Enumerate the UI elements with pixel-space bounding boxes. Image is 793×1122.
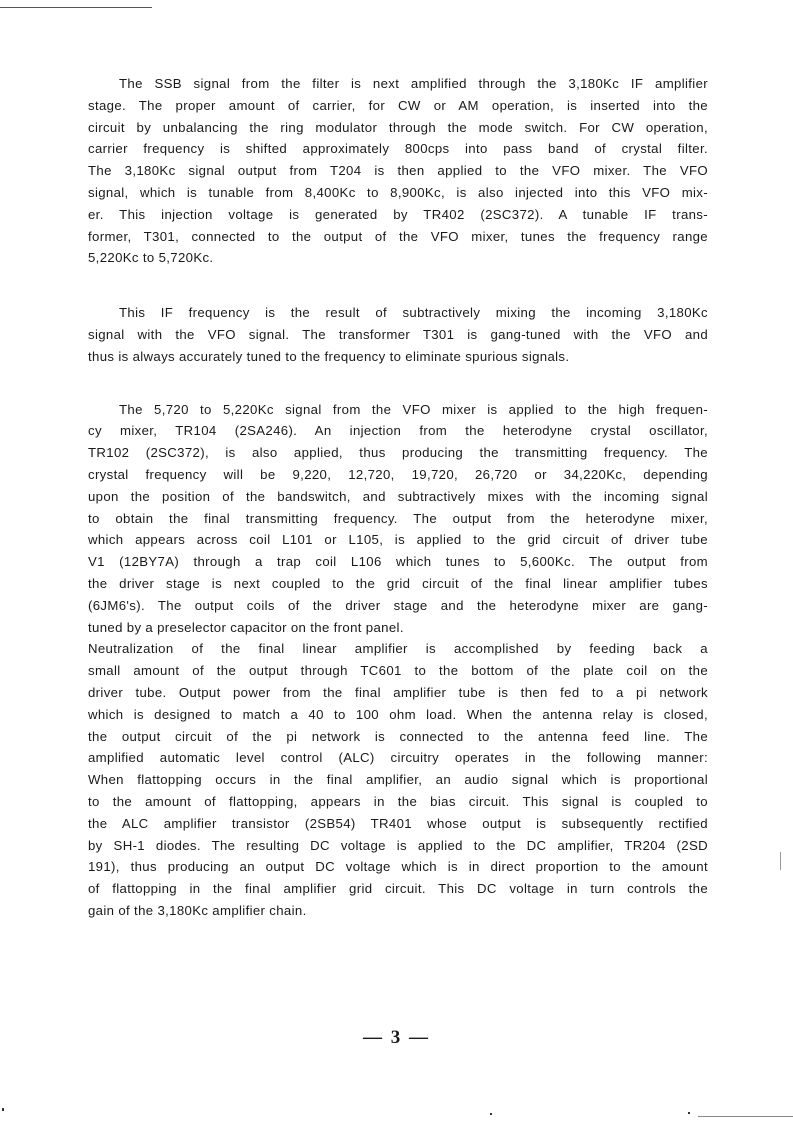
text-line: tuned by a preselector capacitor on the front panel.: [88, 619, 404, 635]
text-line: to the amount of flattopping, appears in the bias circuit. This signal is coupled to: [88, 793, 708, 809]
text-line: 5,220Kc to 5,720Kc.: [88, 250, 214, 266]
text-line: of flattopping in the final amplifier grid circuit. This DC voltage in turn controls the: [88, 881, 708, 897]
text-line: upon the position of the bandswitch, and subtractively mixes with the incoming signal: [88, 488, 708, 504]
scan-speck: [2, 1108, 4, 1111]
text-line: signal, which is tunable from 8,400Kc to 8,900Kc, is also injected into this VFO mix-: [88, 184, 708, 200]
paragraph-gap: [88, 368, 708, 399]
text-line: When flattopping occurs in the final amplifier, an audio signal which is proportional: [88, 772, 708, 788]
text-line: small amount of the output through TC601 to the bottom of the plate coil on the: [88, 663, 708, 679]
text-line: the driver stage is next coupled to the grid circuit of the final linear amplifier tubes: [88, 575, 708, 591]
text-line: Neutralization of the final linear amplifier is accomplished by feeding back a: [88, 641, 708, 657]
text-line: This IF frequency is the result of subtractively mixing the incoming 3,180Kc: [119, 305, 708, 321]
text-line: which appears across coil L101 or L105, is applied to the grid circuit of driver tube: [88, 532, 708, 548]
text-line: crystal frequency will be 9,220, 12,720, 19,720, 26,720 or 34,220Kc, depending: [88, 466, 708, 482]
text-line: by SH-1 diodes. The resulting DC voltage is applied to the DC amplifier, TR204 (2SD: [88, 837, 708, 853]
paragraph-2: [88, 302, 708, 367]
text-line: cy mixer, TR104 (2SA246). An injection from the heterodyne crystal oscillator,: [88, 423, 708, 439]
scan-speck: [490, 1113, 492, 1115]
text-line: (6JM6's). The output coils of the driver stage and the heterodyne mixer are gang-: [88, 597, 708, 613]
text-line: The 5,720 to 5,220Kc signal from the VFO mixer is applied to the high frequen-: [119, 401, 708, 417]
bottom-rule: [698, 1116, 793, 1117]
text-line: TR102 (2SC372), is also applied, thus producing the transmitting frequency. The: [88, 445, 708, 461]
text-line: signal with the VFO signal. The transformer T301 is gang-tuned with the VFO and: [88, 326, 708, 342]
text-line: 191), thus producing an output DC voltage which is in direct proportion to the amount: [88, 859, 708, 875]
text-line: stage. The proper amount of carrier, for CW or AM operation, is inserted into the: [88, 97, 708, 113]
top-rule: [0, 7, 152, 8]
text-line: to obtain the final transmitting frequency. The output from the heterodyne mixer,: [88, 510, 708, 526]
text-line: gain of the 3,180Kc amplifier chain.: [88, 902, 307, 918]
text-line: The 3,180Kc signal output from T204 is then applied to the VFO mixer. The VFO: [88, 163, 708, 179]
paragraph-1: [88, 73, 708, 269]
paragraph-3: [88, 399, 708, 922]
text-line: which is designed to match a 40 to 100 ohm load. When the antenna relay is closed,: [88, 706, 708, 722]
text-line: thus is always accurately tuned to the frequency to eliminate spurious signals.: [88, 348, 570, 364]
page-number: — 3 —: [363, 1027, 430, 1048]
text-line: amplified automatic level control (ALC) circuitry operates in the following manner:: [88, 750, 708, 766]
document-body: [88, 73, 708, 922]
text-line: driver tube. Output power from the final amplifier tube is then fed to a pi network: [88, 684, 708, 700]
scan-speck: [688, 1112, 690, 1114]
text-line: circuit by unbalancing the ring modulator through the mode switch. For CW operation,: [88, 119, 708, 135]
text-line: former, T301, connected to the output of the VFO mixer, tunes the frequency range: [88, 228, 708, 244]
paragraph-gap: [88, 269, 708, 302]
text-line: the ALC amplifier transistor (2SB54) TR401 whose output is subsequently rectified: [88, 815, 708, 831]
text-line: V1 (12BY7A) through a trap coil L106 which tunes to 5,600Kc. The output from: [88, 554, 708, 570]
text-line: The SSB signal from the filter is next amplified through the 3,180Kc IF amplifier: [119, 76, 708, 91]
text-line: the output circuit of the pi network is connected to the antenna feed line. The: [88, 728, 708, 744]
scan-mark: [780, 852, 781, 870]
text-line: er. This injection voltage is generated by TR402 (2SC372). A tunable IF trans-: [88, 206, 708, 222]
text-line: carrier frequency is shifted approximately 800cps into pass band of crystal filter.: [88, 141, 708, 157]
